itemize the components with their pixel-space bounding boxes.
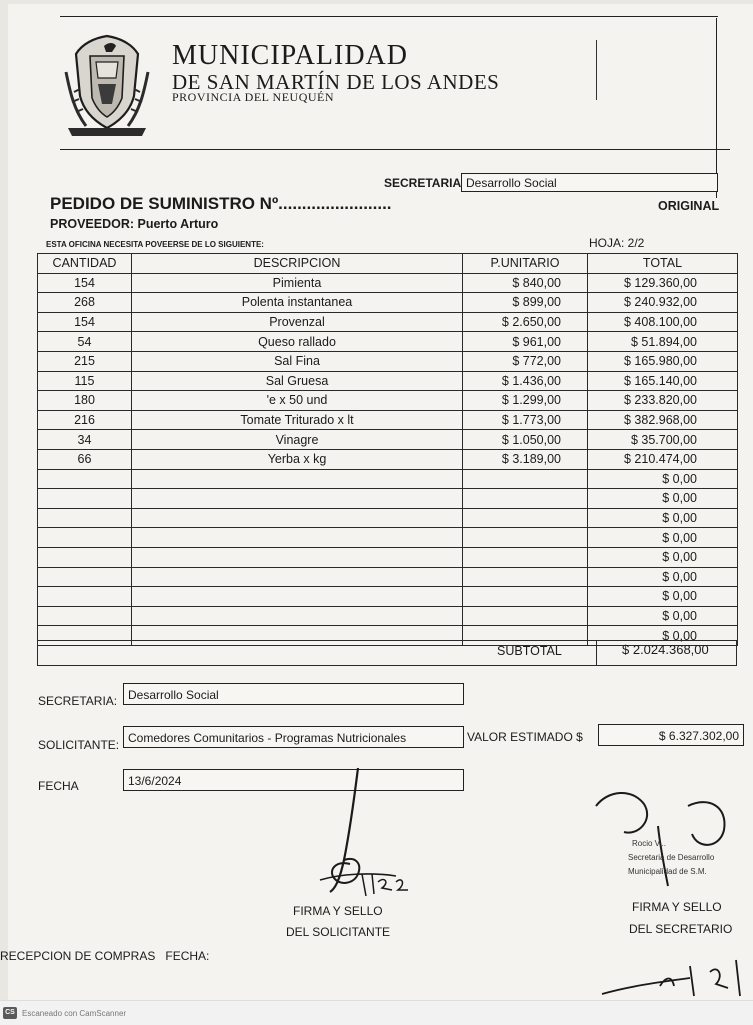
description-cell: [132, 567, 463, 587]
total-cell: $ 165.140,00: [588, 371, 738, 391]
unit-price-cell: $ 772,00: [463, 351, 588, 371]
table-row: [38, 587, 738, 607]
total-cell: $ 0,00: [588, 587, 738, 607]
total-cell: $ 240.932,00: [588, 293, 738, 313]
table-row: [38, 528, 738, 548]
description-cell: Sal Gruesa: [132, 371, 463, 391]
description-cell: Provenzal: [132, 312, 463, 332]
total-cell: $ 408.100,00: [588, 312, 738, 332]
table-row: [38, 489, 738, 509]
scanner-text: Escaneado con CamScanner: [22, 1009, 127, 1018]
provider-name: PROVEEDOR: Puerto Arturo: [50, 217, 219, 231]
table-row: [38, 547, 738, 567]
table-row: [38, 293, 738, 313]
municipality-subtitle: DE SAN MARTÍN DE LOS ANDES: [172, 70, 500, 94]
description-cell: [132, 606, 463, 626]
qty-cell: [38, 469, 132, 489]
frame-top-line: [60, 16, 718, 17]
qty-cell: 215: [38, 351, 132, 371]
fecha-label: FECHA: [38, 779, 79, 793]
table-row: [38, 371, 738, 391]
svg-text:Rocio V...: Rocio V...: [632, 839, 666, 848]
unit-price-cell: $ 840,00: [463, 273, 588, 293]
secretaria-field: Desarrollo Social: [123, 683, 464, 705]
total-cell: $ 382.968,00: [588, 410, 738, 430]
table-row: [38, 332, 738, 352]
table-row: [38, 606, 738, 626]
qty-cell: 180: [38, 391, 132, 411]
total-cell: $ 165.980,00: [588, 351, 738, 371]
qty-cell: 154: [38, 312, 132, 332]
total-cell: $ 129.360,00: [588, 273, 738, 293]
items-table: [37, 253, 738, 646]
fecha-field: 13/6/2024: [123, 769, 464, 791]
unit-price-cell: [463, 587, 588, 607]
total-cell: $ 0,00: [588, 567, 738, 587]
valor-estimado-field: $ 6.327.302,00: [598, 724, 744, 746]
table-row: [38, 567, 738, 587]
unit-price-cell: [463, 567, 588, 587]
unit-price-cell: [463, 528, 588, 548]
table-row: [38, 410, 738, 430]
municipality-title: MUNICIPALIDAD: [172, 40, 408, 71]
header-punitario: P.UNITARIO: [463, 254, 588, 274]
solicitante-signature-line1: FIRMA Y SELLO: [293, 904, 383, 918]
unit-price-cell: $ 1.773,00: [463, 410, 588, 430]
solicitante-field: Comedores Comunitarios - Programas Nutricionales: [123, 726, 464, 748]
description-cell: Yerba x kg: [132, 449, 463, 469]
scanner-footer: [0, 1000, 753, 1025]
unit-price-cell: [463, 508, 588, 528]
unit-price-cell: $ 961,00: [463, 332, 588, 352]
description-cell: [132, 547, 463, 567]
description-cell: [132, 528, 463, 548]
unit-price-cell: $ 1.299,00: [463, 391, 588, 411]
secretario-signature-line1: FIRMA Y SELLO: [632, 900, 722, 914]
header-cantidad: CANTIDAD: [38, 254, 132, 274]
original-mark: ORIGINAL: [658, 199, 720, 213]
header-divider: [60, 149, 730, 150]
province-name: PROVINCIA DEL NEUQUÉN: [172, 90, 335, 104]
table-row: [38, 469, 738, 489]
qty-cell: [38, 528, 132, 548]
frame-right-line: [716, 18, 717, 198]
description-cell: Queso rallado: [132, 332, 463, 352]
order-notice: ESTA OFICINA NECESITA POVEERSE DE LO SIGUIENTE:: [46, 240, 264, 249]
total-cell: $ 0,00: [588, 508, 738, 528]
header-vertical-rule: [596, 40, 597, 100]
sheet-number: HOJA: 2/2: [589, 236, 645, 250]
description-cell: Vinagre: [132, 430, 463, 450]
header-descripcion: DESCRIPCION: [132, 254, 463, 274]
table-row: [38, 508, 738, 528]
solicitante-signature-icon: [300, 760, 420, 910]
description-cell: Pimienta: [132, 273, 463, 293]
unit-price-cell: [463, 547, 588, 567]
description-cell: Sal Fina: [132, 351, 463, 371]
valor-estimado-label: VALOR ESTIMADO $: [467, 730, 583, 744]
total-cell: $ 210.474,00: [588, 449, 738, 469]
total-cell: $ 0,00: [588, 606, 738, 626]
municipal-coat-of-arms-icon: [60, 32, 154, 140]
total-cell: $ 0,00: [588, 547, 738, 567]
table-row: [38, 273, 738, 293]
recepcion-compras: RECEPCION DE COMPRAS FECHA:: [0, 949, 210, 963]
qty-cell: 34: [38, 430, 132, 450]
unit-price-cell: $ 899,00: [463, 293, 588, 313]
qty-cell: [38, 508, 132, 528]
unit-price-cell: [463, 469, 588, 489]
description-cell: 'e x 50 und: [132, 391, 463, 411]
qty-cell: [38, 489, 132, 509]
unit-price-cell: [463, 606, 588, 626]
description-cell: Tomate Triturado x lt: [132, 410, 463, 430]
subtotal-divider: [596, 640, 597, 666]
table-row: [38, 351, 738, 371]
qty-cell: [38, 606, 132, 626]
header-total: TOTAL: [588, 254, 738, 274]
qty-cell: [38, 567, 132, 587]
unit-price-cell: $ 3.189,00: [463, 449, 588, 469]
total-cell: $ 0,00: [588, 626, 738, 646]
description-cell: [132, 489, 463, 509]
svg-text:Municipalidad de S.M.: Municipalidad de S.M.: [628, 867, 707, 876]
secretaria-top-field: Desarrollo Social: [461, 173, 718, 192]
unit-price-cell: $ 1.050,00: [463, 430, 588, 450]
qty-cell: 66: [38, 449, 132, 469]
subtotal-label: SUBTOTAL: [497, 644, 562, 658]
secretaria-label: SECRETARIA:: [38, 694, 118, 708]
qty-cell: 154: [38, 273, 132, 293]
total-cell: $ 0,00: [588, 489, 738, 509]
total-cell: $ 0,00: [588, 528, 738, 548]
total-cell: $ 233.820,00: [588, 391, 738, 411]
secretario-signature-icon: [588, 786, 748, 896]
table-header-row: [38, 254, 738, 274]
unit-price-cell: $ 2.650,00: [463, 312, 588, 332]
qty-cell: [38, 547, 132, 567]
subtotal-value: $ 2.024.368,00: [622, 642, 709, 657]
bottom-scribble-icon: [600, 956, 750, 1000]
description-cell: [132, 587, 463, 607]
qty-cell: 54: [38, 332, 132, 352]
solicitante-label: SOLICITANTE:: [38, 738, 120, 752]
description-cell: [132, 469, 463, 489]
qty-cell: 268: [38, 293, 132, 313]
qty-cell: 216: [38, 410, 132, 430]
qty-cell: 115: [38, 371, 132, 391]
order-title: PEDIDO DE SUMINISTRO Nº........................: [50, 194, 392, 213]
camscanner-logo-icon: CS: [3, 1007, 17, 1019]
table-row: [38, 391, 738, 411]
unit-price-cell: [463, 489, 588, 509]
description-cell: Polenta instantanea: [132, 293, 463, 313]
secretario-signature-line2: DEL SECRETARIO: [629, 922, 733, 936]
svg-text:Secretaria de Desarrollo: Secretaria de Desarrollo: [628, 853, 715, 862]
secretaria-top-label: SECRETARIA: [384, 176, 462, 190]
unit-price-cell: $ 1.436,00: [463, 371, 588, 391]
table-row: [38, 449, 738, 469]
table-row: [38, 312, 738, 332]
total-cell: $ 35.700,00: [588, 430, 738, 450]
table-row: [38, 430, 738, 450]
description-cell: [132, 508, 463, 528]
solicitante-signature-line2: DEL SOLICITANTE: [286, 925, 391, 939]
total-cell: $ 0,00: [588, 469, 738, 489]
total-cell: $ 51.894,00: [588, 332, 738, 352]
qty-cell: [38, 587, 132, 607]
